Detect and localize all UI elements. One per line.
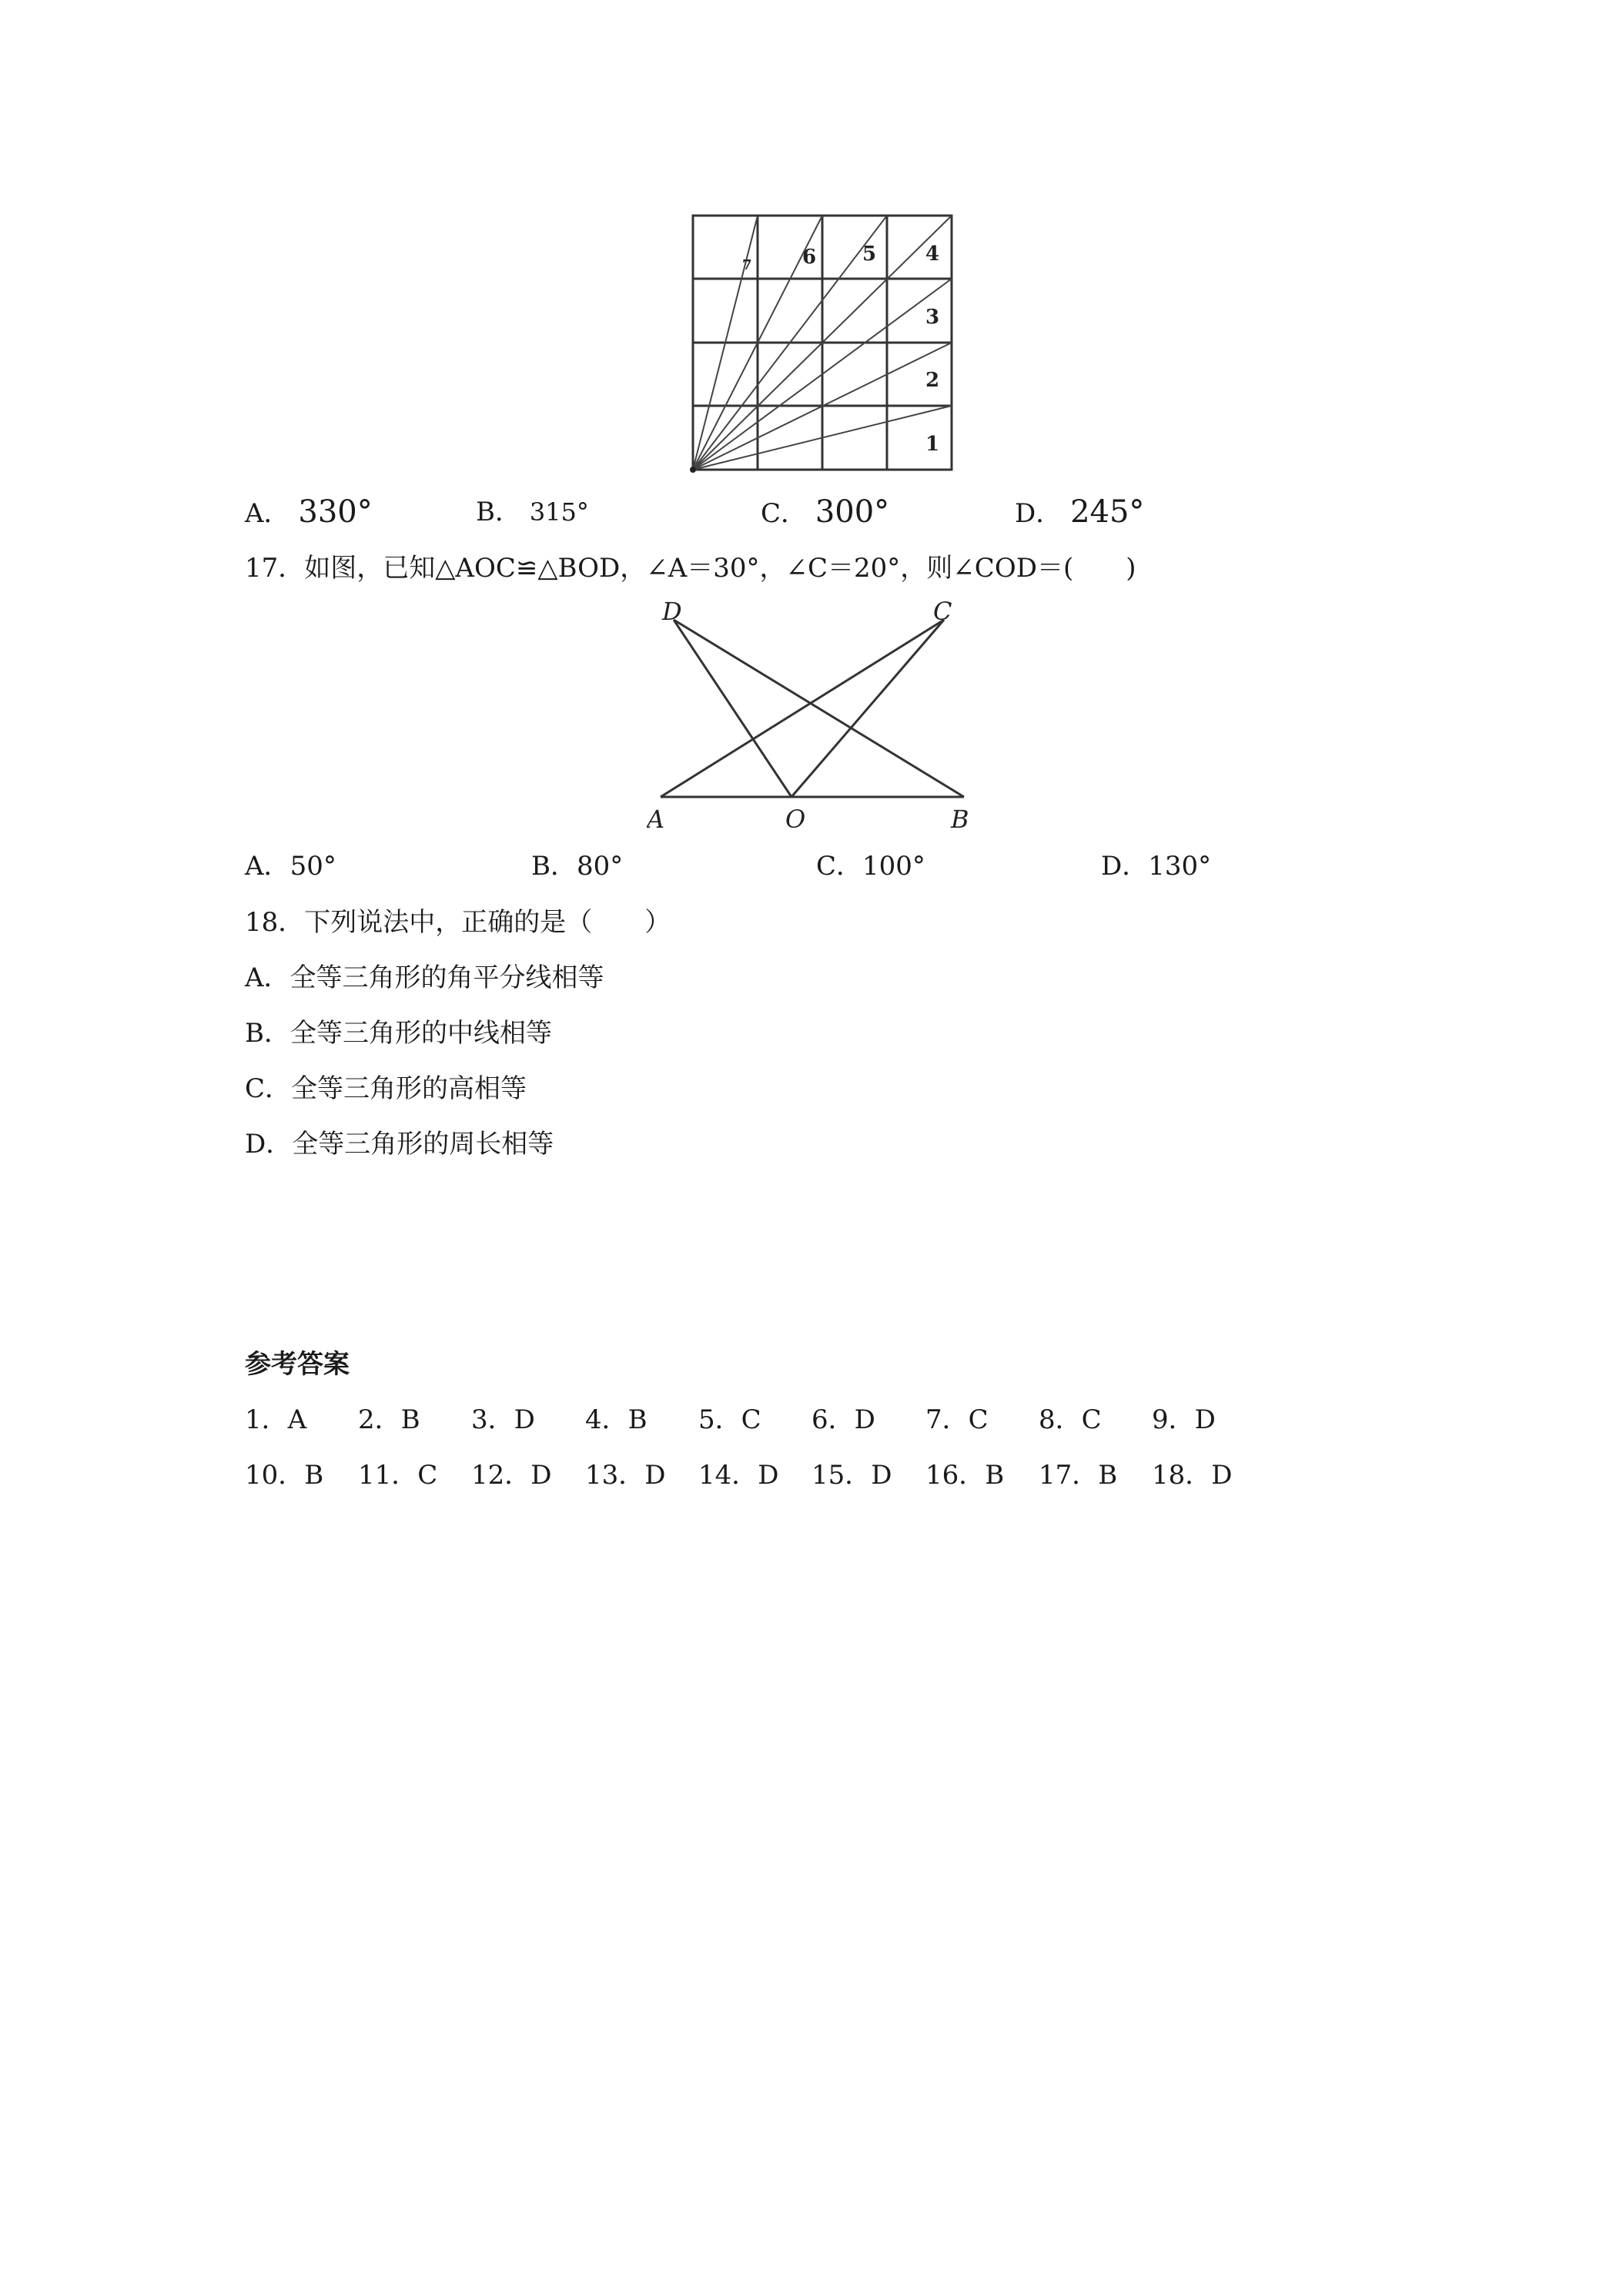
option-value: 130°	[1148, 851, 1212, 882]
q17-option-a	[245, 851, 336, 882]
point-label-d: D	[662, 597, 682, 626]
answer-13: 13．D	[585, 1460, 666, 1491]
grid-label-4: 4	[925, 243, 940, 266]
answer-6: 6．D	[812, 1404, 875, 1435]
option-value: 50°	[289, 851, 336, 882]
q17-option-c	[816, 851, 925, 882]
answer-3: 3．D	[471, 1404, 535, 1435]
q18-option-d: D．全等三角形的周长相等	[245, 1129, 554, 1160]
q17-option-b	[531, 851, 623, 882]
grid-label-2: 2	[925, 369, 940, 392]
q16-option-b	[476, 497, 589, 527]
option-letter: B．	[476, 497, 521, 527]
grid-label-5: 5	[862, 243, 877, 266]
q18-option-c: C．全等三角形的高相等	[245, 1073, 527, 1104]
q16-option-a	[245, 494, 373, 530]
ray-origin-dot	[690, 467, 696, 473]
option-letter: A．	[245, 498, 290, 529]
option-letter: C．	[816, 851, 863, 882]
q16-option-d	[1015, 494, 1145, 530]
answer-16: 16．B	[925, 1460, 1005, 1491]
option-value: 300°	[815, 494, 890, 530]
option-letter: D．	[1101, 851, 1149, 882]
answer-5: 5．C	[698, 1404, 761, 1435]
answer-18: 18．D	[1152, 1460, 1233, 1491]
q18-stem: 18．下列说法中，正确的是（ ）	[245, 907, 671, 938]
option-value: 315°	[529, 497, 589, 527]
option-letter: A．	[245, 851, 290, 882]
option-value: 80°	[577, 851, 624, 882]
answer-7: 7．C	[925, 1404, 989, 1435]
q17-option-d	[1101, 851, 1211, 882]
q17-stem: 17．如图，已知△AOC≌△BOD，∠A＝30°，∠C＝20°，则∠COD＝( )	[245, 553, 1136, 584]
option-letter: B．	[531, 851, 577, 882]
q16-option-c	[761, 494, 890, 530]
grid-label-7: 7	[742, 257, 752, 273]
point-label-a: A	[647, 805, 665, 834]
grid-label-6: 6	[802, 246, 817, 269]
segment-ac	[661, 620, 944, 797]
answer-8: 8．C	[1039, 1404, 1102, 1435]
answer-4: 4．B	[585, 1404, 648, 1435]
answer-14: 14．D	[698, 1460, 779, 1491]
answer-10: 10．B	[245, 1460, 324, 1491]
point-label-b: B	[951, 805, 969, 834]
q18-option-b: B．全等三角形的中线相等	[245, 1018, 552, 1049]
answer-15: 15．D	[812, 1460, 892, 1491]
q18-option-a: A．全等三角形的角平分线相等	[245, 962, 604, 993]
option-letter: C．	[761, 498, 808, 529]
segment-do	[674, 620, 791, 797]
grid-label-1: 1	[925, 433, 940, 456]
answer-9: 9．D	[1152, 1404, 1216, 1435]
point-label-c: C	[933, 597, 952, 626]
answer-17: 17．B	[1039, 1460, 1118, 1491]
answer-2: 2．B	[358, 1404, 420, 1435]
grid-label-3: 3	[925, 306, 940, 329]
answers-title: 参考答案	[245, 1349, 350, 1380]
point-label-o: O	[785, 805, 806, 834]
option-value: 245°	[1070, 494, 1145, 530]
q16-grid-figure	[678, 208, 955, 477]
answer-11: 11．C	[358, 1460, 438, 1491]
answer-1: 1．A	[245, 1404, 307, 1435]
option-value: 100°	[862, 851, 925, 882]
q17-triangles-figure	[647, 597, 986, 835]
option-letter: D．	[1015, 498, 1062, 529]
answer-12: 12．D	[471, 1460, 552, 1491]
option-value: 330°	[298, 494, 373, 530]
